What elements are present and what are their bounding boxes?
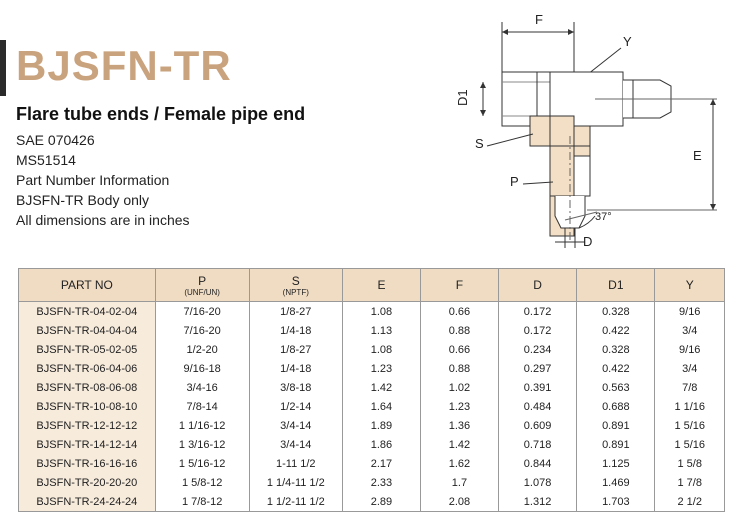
label-f: F <box>535 12 543 27</box>
title-accent-bar <box>0 40 6 96</box>
cell-y: 1 7/8 <box>655 473 725 492</box>
cell-part-no: BJSFN-TR-10-08-10 <box>19 397 156 416</box>
cell-s: 3/4-14 <box>249 416 342 435</box>
cell-d: 1.078 <box>498 473 576 492</box>
cell-y: 9/16 <box>655 340 725 359</box>
cell-y: 1 5/16 <box>655 416 725 435</box>
cell-d1: 1.469 <box>577 473 655 492</box>
header-part-no: PART NO <box>19 269 156 302</box>
info-line: MS51514 <box>16 152 76 168</box>
body-section-fill-left <box>530 116 550 146</box>
cell-part-no: BJSFN-TR-05-02-05 <box>19 340 156 359</box>
cell-d1: 1.703 <box>577 492 655 512</box>
cell-part-no: BJSFN-TR-24-24-24 <box>19 492 156 512</box>
cell-f: 1.23 <box>420 397 498 416</box>
cell-p: 3/4-16 <box>155 378 249 397</box>
cell-d1: 1.125 <box>577 454 655 473</box>
cell-part-no: BJSFN-TR-06-04-06 <box>19 359 156 378</box>
cell-d: 0.484 <box>498 397 576 416</box>
body-section-fill-right <box>574 126 590 156</box>
cell-part-no: BJSFN-TR-16-16-16 <box>19 454 156 473</box>
cell-part-no: BJSFN-TR-14-12-14 <box>19 435 156 454</box>
cell-e: 1.42 <box>342 378 420 397</box>
cell-f: 1.02 <box>420 378 498 397</box>
cell-f: 1.62 <box>420 454 498 473</box>
cell-p: 7/16-20 <box>155 302 249 322</box>
cell-y: 1 5/8 <box>655 454 725 473</box>
cell-e: 2.89 <box>342 492 420 512</box>
spec-table <box>18 268 725 512</box>
label-e: E <box>693 148 702 163</box>
cell-d1: 0.891 <box>577 416 655 435</box>
product-info <box>16 130 190 230</box>
cell-p: 1/2-20 <box>155 340 249 359</box>
product-subtitle: Flare tube ends / Female pipe end <box>16 104 306 124</box>
table-row <box>19 321 725 340</box>
info-line: BJSFN-TR Body only <box>16 192 150 208</box>
table-row <box>19 492 725 512</box>
cell-p: 1 5/16-12 <box>155 454 249 473</box>
cell-e: 1.64 <box>342 397 420 416</box>
cell-part-no: BJSFN-TR-08-06-08 <box>19 378 156 397</box>
cell-f: 0.66 <box>420 340 498 359</box>
cell-d: 0.609 <box>498 416 576 435</box>
cell-d: 0.172 <box>498 302 576 322</box>
cell-y: 1 1/16 <box>655 397 725 416</box>
cell-e: 2.33 <box>342 473 420 492</box>
cell-s: 1 1/4-11 1/2 <box>249 473 342 492</box>
cell-f: 1.36 <box>420 416 498 435</box>
table-row <box>19 302 725 322</box>
table-row <box>19 416 725 435</box>
header-e: E <box>342 269 420 302</box>
cell-d: 0.844 <box>498 454 576 473</box>
cell-p: 1 5/8-12 <box>155 473 249 492</box>
header-s: S (NPTF) <box>249 269 342 302</box>
cell-d1: 0.688 <box>577 397 655 416</box>
table-row <box>19 397 725 416</box>
info-line: All dimensions are in inches <box>16 212 190 228</box>
cell-f: 0.88 <box>420 321 498 340</box>
cell-e: 1.86 <box>342 435 420 454</box>
cell-e: 1.08 <box>342 340 420 359</box>
leader-p <box>523 182 553 184</box>
cell-f: 0.66 <box>420 302 498 322</box>
table-row <box>19 435 725 454</box>
label-d: D <box>583 234 593 249</box>
table-row <box>19 378 725 397</box>
cell-y: 9/16 <box>655 302 725 322</box>
cell-y: 2 1/2 <box>655 492 725 512</box>
cell-e: 1.89 <box>342 416 420 435</box>
cell-e: 1.13 <box>342 321 420 340</box>
table-row <box>19 340 725 359</box>
cell-e: 1.23 <box>342 359 420 378</box>
cell-e: 1.08 <box>342 302 420 322</box>
cell-part-no: BJSFN-TR-04-04-04 <box>19 321 156 340</box>
cell-d1: 0.563 <box>577 378 655 397</box>
cell-s: 1/4-18 <box>249 359 342 378</box>
cell-y: 7/8 <box>655 378 725 397</box>
leader-s <box>487 134 533 146</box>
cell-f: 1.42 <box>420 435 498 454</box>
table-row <box>19 359 725 378</box>
cell-s: 1/8-27 <box>249 302 342 322</box>
cell-d: 0.391 <box>498 378 576 397</box>
header-p: P (UNF/UN) <box>155 269 249 302</box>
cell-d: 1.312 <box>498 492 576 512</box>
cell-p: 1 1/16-12 <box>155 416 249 435</box>
cell-s: 3/8-18 <box>249 378 342 397</box>
header-f: F <box>420 269 498 302</box>
cell-p: 7/8-14 <box>155 397 249 416</box>
header-d1: D1 <box>577 269 655 302</box>
cell-f: 0.88 <box>420 359 498 378</box>
cell-d: 0.234 <box>498 340 576 359</box>
cell-p: 9/16-18 <box>155 359 249 378</box>
cell-f: 2.08 <box>420 492 498 512</box>
cell-d1: 0.328 <box>577 340 655 359</box>
cell-p: 1 3/16-12 <box>155 435 249 454</box>
tee-fitting-drawing <box>455 6 725 251</box>
cell-s: 1 1/2-11 1/2 <box>249 492 342 512</box>
cell-s: 1/8-27 <box>249 340 342 359</box>
table-header-row <box>19 269 725 302</box>
cell-f: 1.7 <box>420 473 498 492</box>
info-line: Part Number Information <box>16 172 170 188</box>
cell-s: 3/4-14 <box>249 435 342 454</box>
cell-p: 7/16-20 <box>155 321 249 340</box>
cell-part-no: BJSFN-TR-20-20-20 <box>19 473 156 492</box>
cell-d1: 0.328 <box>577 302 655 322</box>
cell-s: 1/2-14 <box>249 397 342 416</box>
label-s: S <box>475 136 484 151</box>
cell-e: 2.17 <box>342 454 420 473</box>
cell-d: 0.718 <box>498 435 576 454</box>
cell-d1: 0.891 <box>577 435 655 454</box>
label-p: P <box>510 174 519 189</box>
cell-d1: 0.422 <box>577 321 655 340</box>
cell-d: 0.297 <box>498 359 576 378</box>
cell-p: 1 7/8-12 <box>155 492 249 512</box>
cell-y: 3/4 <box>655 321 725 340</box>
cell-s: 1/4-18 <box>249 321 342 340</box>
table-row <box>19 473 725 492</box>
cell-s: 1-11 1/2 <box>249 454 342 473</box>
product-title: BJSFN-TR <box>16 42 232 89</box>
label-d1: D1 <box>455 89 470 106</box>
info-line: SAE 070426 <box>16 132 95 148</box>
header-y: Y <box>655 269 725 302</box>
cell-part-no: BJSFN-TR-12-12-12 <box>19 416 156 435</box>
label-angle: 37° <box>595 211 612 223</box>
cell-y: 1 5/16 <box>655 435 725 454</box>
cell-d1: 0.422 <box>577 359 655 378</box>
cell-part-no: BJSFN-TR-04-02-04 <box>19 302 156 322</box>
cell-y: 3/4 <box>655 359 725 378</box>
label-y: Y <box>623 34 632 49</box>
header-d: D <box>498 269 576 302</box>
cell-d: 0.172 <box>498 321 576 340</box>
table-row <box>19 454 725 473</box>
